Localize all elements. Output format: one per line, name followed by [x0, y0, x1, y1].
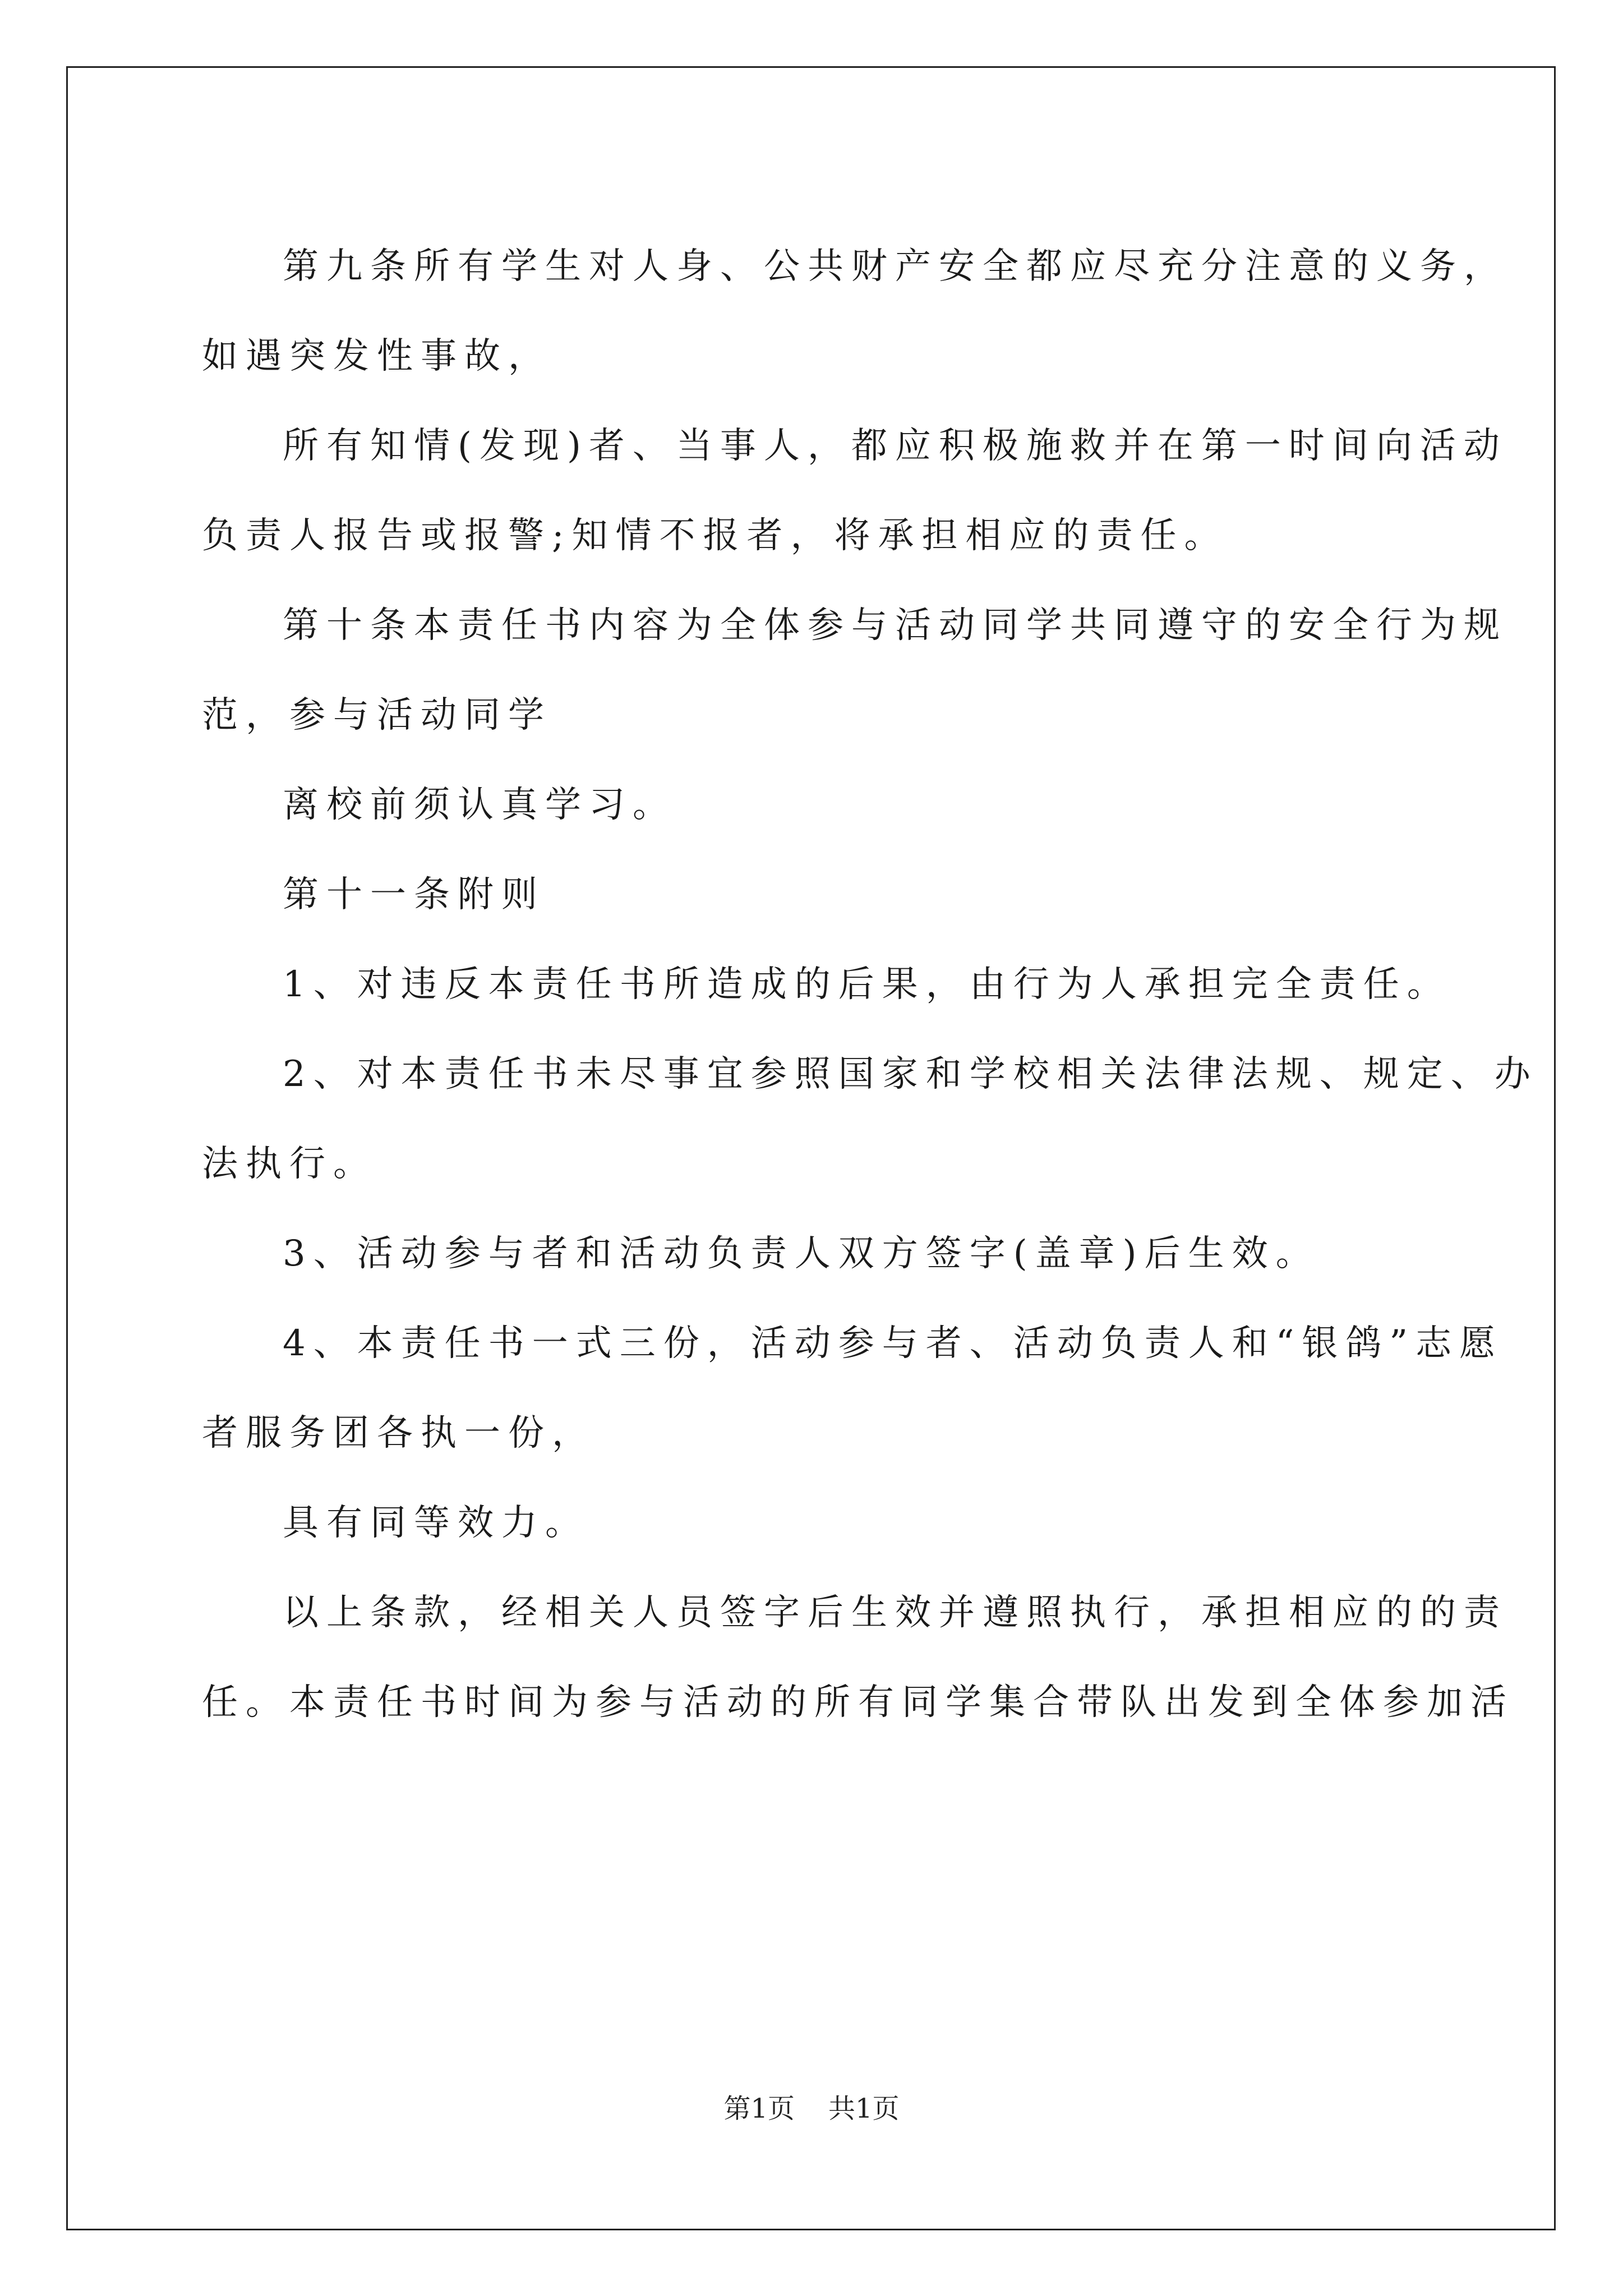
page-footer — [0, 2087, 1623, 2125]
page-number: 第1页 — [723, 2093, 795, 2124]
paragraph-article-10: 第十条本责任书内容为全体参与活动同学共同遵守的安全行为规 — [283, 605, 1507, 646]
paragraph-clause-3: 3、活动参与者和活动负责人双方签字(盖章)后生效。 — [283, 1233, 1320, 1274]
paragraph-line: 范，参与活动同学 — [202, 694, 552, 736]
paragraph-line: 负责人报告或报警;知情不报者，将承担相应的责任。 — [202, 515, 1228, 556]
paragraph-line: 所有知情(发现)者、当事人，都应积极施救并在第一时间向活动 — [283, 425, 1507, 467]
page-total: 共1页 — [828, 2093, 900, 2124]
paragraph-line: 者服务团各执一份， — [202, 1412, 596, 1454]
paragraph-clause-4: 4、本责任书一式三份，活动参与者、活动负责人和“银鸽”志愿 — [283, 1323, 1504, 1364]
paragraph-article-11-heading: 第十一条附则 — [283, 874, 545, 915]
paragraph-line: 法执行。 — [202, 1143, 377, 1185]
paragraph-closing: 以上条款，经相关人员签字后生效并遵照执行，承担相应的的责 — [283, 1592, 1507, 1634]
document-body — [202, 222, 1538, 1747]
paragraph-line: 具有同等效力。 — [283, 1502, 589, 1544]
paragraph-line: 任。本责任书时间为参与活动的所有同学集合带队出发到全体参加活 — [202, 1682, 1514, 1723]
paragraph-line: 如遇突发性事故， — [202, 335, 552, 377]
paragraph-clause-1: 1、对违反本责任书所造成的后果，由行为人承担完全责任。 — [283, 964, 1451, 1005]
paragraph-article-9: 第九条所有学生对人身、公共财产安全都应尽充分注意的义务， — [283, 246, 1507, 287]
paragraph-clause-2: 2、对本责任书未尽事宜参照国家和学校相关法律法规、规定、办 — [283, 1053, 1538, 1095]
paragraph-line: 离校前须认真学习。 — [283, 784, 676, 826]
